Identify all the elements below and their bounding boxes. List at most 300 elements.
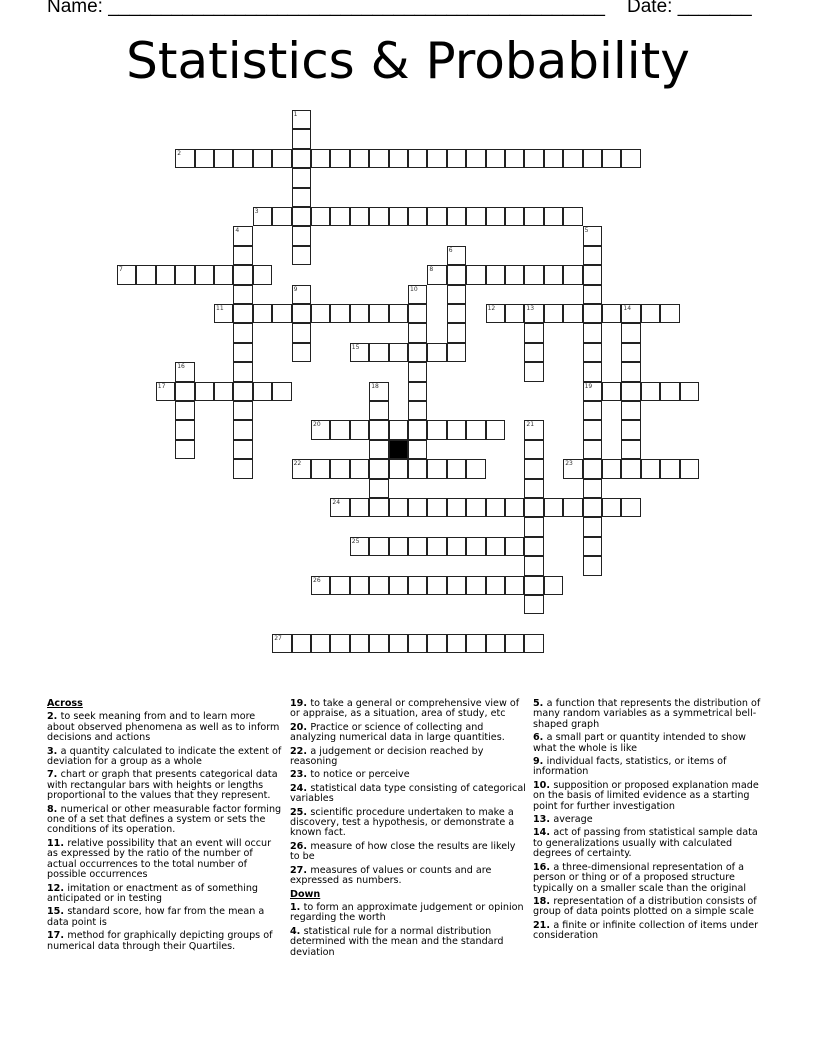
clues-column-1 — [47, 699, 283, 955]
grid-cell[interactable] — [350, 634, 369, 653]
grid-cell[interactable] — [350, 304, 369, 323]
clue-item: 24. statistical data type consisting of categorical variables — [290, 782, 526, 805]
grid-cell[interactable] — [621, 323, 640, 342]
grid-cell[interactable] — [350, 343, 369, 362]
grid-cell[interactable] — [466, 207, 485, 226]
grid-cell[interactable] — [524, 420, 543, 439]
grid-cell[interactable] — [524, 498, 543, 517]
grid-cell[interactable] — [292, 226, 311, 245]
grid-cell[interactable] — [311, 459, 330, 478]
grid-cell[interactable] — [253, 207, 272, 226]
grid-cell[interactable] — [621, 498, 640, 517]
grid-cell[interactable] — [311, 634, 330, 653]
grid-cell[interactable] — [641, 304, 660, 323]
grid-cell[interactable] — [563, 149, 582, 168]
grid-cell[interactable] — [233, 226, 252, 245]
grid-cell[interactable] — [311, 304, 330, 323]
grid-cell[interactable] — [660, 304, 679, 323]
clue-item: 23. to notice or perceive — [290, 769, 410, 781]
grid-cell[interactable] — [195, 149, 214, 168]
grid-cell[interactable] — [447, 459, 466, 478]
grid-cell[interactable] — [447, 149, 466, 168]
grid-cell[interactable] — [369, 207, 388, 226]
grid-cell[interactable] — [233, 440, 252, 459]
date-field-label[interactable]: Date: _______ — [627, 0, 752, 17]
grid-cell[interactable] — [292, 304, 311, 323]
grid-cell[interactable] — [369, 420, 388, 439]
clue-number: 1 — [293, 111, 298, 118]
clue-item: 14. act of passing from statistical sample data to generalizations usually with calculated degrees of certainty. — [533, 827, 758, 860]
grid-cell[interactable] — [563, 265, 582, 284]
clue-number: 14 — [623, 305, 632, 312]
grid-cell[interactable] — [233, 343, 252, 362]
grid-cell[interactable] — [330, 459, 349, 478]
clue-item: 27. measures of values or counts and are expressed as numbers. — [290, 864, 492, 887]
grid-cell[interactable] — [583, 246, 602, 265]
clue-number: 16 — [177, 363, 185, 371]
grid-cell[interactable] — [466, 576, 485, 595]
grid-cell[interactable] — [233, 362, 252, 381]
grid-cell[interactable] — [563, 207, 582, 226]
clue-number: 3 — [254, 208, 259, 215]
grid-cell[interactable] — [117, 265, 136, 284]
grid-cell[interactable] — [233, 246, 252, 265]
clue-number: 26 — [313, 576, 321, 584]
grid-cell[interactable] — [447, 265, 466, 284]
grid-cell[interactable] — [253, 382, 272, 401]
grid-cell[interactable] — [233, 323, 252, 342]
grid-cell[interactable] — [680, 459, 699, 478]
grid-cell[interactable] — [369, 479, 388, 498]
clue-item: 17. method for graphically depicting groups of numerical data through their Quartiles. — [47, 930, 273, 952]
clue-number: 20 — [313, 421, 321, 429]
clues-column-2 — [290, 699, 526, 961]
grid-cell[interactable] — [583, 343, 602, 362]
clue-number: 23 — [565, 460, 573, 468]
grid-cell[interactable] — [505, 304, 524, 323]
grid-cell[interactable] — [408, 362, 427, 381]
grid-cell[interactable] — [350, 207, 369, 226]
grid-cell[interactable] — [369, 440, 388, 459]
grid-cell[interactable] — [272, 304, 291, 323]
grid-cell[interactable] — [389, 537, 408, 556]
grid-cell[interactable] — [350, 498, 369, 517]
grid-cell[interactable] — [544, 498, 563, 517]
grid-cell[interactable] — [505, 498, 524, 517]
grid-cell[interactable] — [466, 498, 485, 517]
grid-cell[interactable] — [369, 382, 388, 401]
grid-cell[interactable] — [408, 498, 427, 517]
grid-cell[interactable] — [583, 401, 602, 420]
grid-cell[interactable] — [389, 576, 408, 595]
grid-cell[interactable] — [524, 634, 543, 653]
grid-cell[interactable] — [214, 149, 233, 168]
clue-item: 11. relative possibility that an event will occur as expressed by the ratio of the number of actual occurrences to the total number of possible occurrences — [47, 837, 272, 881]
grid-cell[interactable] — [447, 498, 466, 517]
grid-cell[interactable] — [524, 537, 543, 556]
grid-cell[interactable] — [350, 420, 369, 439]
grid-cell[interactable] — [621, 459, 640, 478]
grid-cell[interactable] — [369, 343, 388, 362]
grid-cell[interactable] — [447, 576, 466, 595]
grid-cell[interactable] — [292, 168, 311, 187]
grid-cell[interactable] — [583, 362, 602, 381]
grid-cell[interactable] — [544, 207, 563, 226]
grid-cell[interactable] — [292, 459, 311, 478]
grid-cell[interactable] — [233, 304, 252, 323]
grid-cell[interactable] — [330, 207, 349, 226]
clue-number: 4 — [235, 227, 240, 235]
clue-item: 20. Practice or science of collecting and analyzing numerical data in large quantities. — [290, 721, 505, 744]
grid-cell[interactable] — [427, 459, 446, 478]
grid-cell[interactable] — [583, 517, 602, 536]
grid-cell[interactable] — [505, 634, 524, 653]
grid-cell[interactable] — [330, 634, 349, 653]
grid-cell[interactable] — [466, 265, 485, 284]
grid-cell[interactable] — [272, 634, 291, 653]
grid-cell[interactable] — [427, 634, 446, 653]
grid-cell[interactable] — [253, 265, 272, 284]
grid-cell[interactable] — [486, 498, 505, 517]
grid-cell[interactable] — [660, 459, 679, 478]
clue-item: 21. a finite or infinite collection of items under consideration — [533, 919, 759, 942]
clue-item: 9. individual facts, statistics, or items of information — [533, 756, 727, 778]
grid-cell[interactable] — [602, 149, 621, 168]
grid-cell[interactable] — [486, 576, 505, 595]
grid-cell[interactable] — [330, 420, 349, 439]
grid-cell[interactable] — [214, 304, 233, 323]
grid-cell[interactable] — [583, 149, 602, 168]
clue-item: 5. a function that represents the distribution of many random variables as a symmetrical bell-shaped graph — [533, 698, 761, 730]
grid-cell[interactable] — [272, 207, 291, 226]
grid-cell[interactable] — [583, 498, 602, 517]
grid-cell[interactable] — [524, 304, 543, 323]
grid-cell[interactable] — [641, 382, 660, 401]
grid-cell[interactable] — [292, 110, 311, 129]
grid-cell[interactable] — [233, 382, 252, 401]
clue-item: 22. a judgement or decision reached by reasoning — [290, 745, 484, 768]
grid-cell[interactable] — [272, 149, 291, 168]
grid-cell[interactable] — [524, 576, 543, 595]
grid-cell[interactable] — [447, 207, 466, 226]
grid-cell[interactable] — [447, 634, 466, 653]
grid-cell[interactable] — [447, 246, 466, 265]
grid-cell[interactable] — [427, 498, 446, 517]
grid-cell[interactable] — [583, 479, 602, 498]
grid-cell[interactable] — [505, 537, 524, 556]
grid-cell[interactable] — [486, 420, 505, 439]
grid-cell[interactable] — [621, 401, 640, 420]
grid-cell[interactable] — [621, 420, 640, 439]
grid-cell[interactable] — [292, 343, 311, 362]
grid-cell[interactable] — [583, 440, 602, 459]
grid-cell[interactable] — [408, 207, 427, 226]
clue-number: 12 — [487, 305, 496, 312]
grid-cell[interactable] — [524, 362, 543, 381]
grid-cell[interactable] — [369, 304, 388, 323]
clue-number: 19 — [584, 382, 593, 390]
grid-cell[interactable] — [156, 265, 175, 284]
grid-cell[interactable] — [602, 459, 621, 478]
grid-cell[interactable] — [621, 382, 640, 401]
name-field-label[interactable]: Name: _______________________________________________ — [47, 0, 605, 17]
grid-cell[interactable] — [641, 459, 660, 478]
grid-cell[interactable] — [583, 382, 602, 401]
grid-cell[interactable] — [583, 556, 602, 575]
clue-item: 19. to take a general or comprehensive view of or appraise, as a situation, area of study, etc — [290, 698, 520, 720]
grid-cell[interactable] — [524, 265, 543, 284]
grid-cell[interactable] — [389, 498, 408, 517]
grid-cell[interactable] — [408, 149, 427, 168]
grid-cell[interactable] — [602, 382, 621, 401]
grid-cell[interactable] — [389, 207, 408, 226]
grid-cell[interactable] — [544, 149, 563, 168]
grid-cell[interactable] — [175, 362, 194, 381]
grid-cell[interactable] — [505, 576, 524, 595]
grid-cell[interactable] — [408, 440, 427, 459]
grid-cell[interactable] — [447, 285, 466, 304]
grid-cell[interactable] — [175, 382, 194, 401]
grid-cell[interactable] — [621, 304, 640, 323]
grid-cell[interactable] — [311, 149, 330, 168]
grid-cell[interactable] — [389, 149, 408, 168]
grid-cell[interactable] — [350, 459, 369, 478]
grid-cell[interactable] — [602, 304, 621, 323]
grid-cell[interactable] — [156, 382, 175, 401]
grid-cell[interactable] — [369, 149, 388, 168]
grid-cell[interactable] — [583, 323, 602, 342]
clue-item: 13. average — [533, 814, 593, 826]
grid-cell[interactable] — [350, 576, 369, 595]
grid-cell[interactable] — [253, 149, 272, 168]
grid-cell[interactable] — [233, 149, 252, 168]
grid-cell[interactable] — [583, 285, 602, 304]
clue-number: 10 — [410, 285, 418, 293]
grid-cell[interactable] — [524, 595, 543, 614]
grid-cell[interactable] — [563, 459, 582, 478]
grid-cell[interactable] — [389, 304, 408, 323]
grid-cell[interactable] — [466, 420, 485, 439]
grid-cell[interactable] — [330, 304, 349, 323]
grid-cell[interactable] — [583, 265, 602, 284]
grid-cell[interactable] — [175, 149, 194, 168]
clue-number: 8 — [429, 266, 434, 274]
clue-number: 25 — [351, 537, 360, 545]
grid-cell[interactable] — [408, 576, 427, 595]
grid-cell[interactable] — [621, 343, 640, 362]
clue-item: 7. chart or graph that presents categorical data with rectangular bars with heights or lengths proportional to the values that they represent. — [47, 769, 278, 802]
grid-cell[interactable] — [389, 634, 408, 653]
grid-cell[interactable] — [292, 188, 311, 207]
grid-cell[interactable] — [544, 265, 563, 284]
grid-cell[interactable] — [621, 440, 640, 459]
grid-cell[interactable] — [369, 537, 388, 556]
grid-cell[interactable] — [447, 343, 466, 362]
grid-cell[interactable] — [389, 459, 408, 478]
grid-cell[interactable] — [486, 634, 505, 653]
grid-cell[interactable] — [505, 149, 524, 168]
grid-cell[interactable] — [311, 207, 330, 226]
grid-cell[interactable] — [447, 323, 466, 342]
grid-cell[interactable] — [427, 207, 446, 226]
grid-cell[interactable] — [583, 226, 602, 245]
grid-cell[interactable] — [583, 537, 602, 556]
grid-cell[interactable] — [427, 537, 446, 556]
down-heading: Down — [290, 888, 321, 900]
grid-cell[interactable] — [466, 459, 485, 478]
grid-cell[interactable] — [466, 537, 485, 556]
grid-cell[interactable] — [427, 343, 446, 362]
clue-item: 12. imitation or enactment as of something anticipated or in testing — [47, 882, 259, 904]
grid-cell[interactable] — [524, 459, 543, 478]
grid-cell[interactable] — [233, 401, 252, 420]
grid-cell[interactable] — [195, 265, 214, 284]
grid-cell[interactable] — [330, 149, 349, 168]
grid-cell[interactable] — [350, 149, 369, 168]
grid-cell[interactable] — [311, 576, 330, 595]
grid-cell[interactable] — [369, 634, 388, 653]
clue-number: 5 — [584, 227, 589, 235]
clue-number: 13 — [526, 305, 535, 312]
grid-cell[interactable] — [408, 634, 427, 653]
grid-cell[interactable] — [175, 440, 194, 459]
grid-cell[interactable] — [408, 343, 427, 362]
grid-cell[interactable] — [292, 207, 311, 226]
grid-cell[interactable] — [583, 420, 602, 439]
grid-cell[interactable] — [292, 323, 311, 342]
clue-number: 11 — [216, 305, 224, 312]
grid-cell[interactable] — [680, 382, 699, 401]
grid-cell[interactable] — [660, 382, 679, 401]
clue-item: 4. statistical rule for a normal distribution determined with the mean and the standard deviation — [290, 925, 504, 958]
grid-cell[interactable] — [524, 479, 543, 498]
grid-cell[interactable] — [408, 285, 427, 304]
grid-cell[interactable] — [524, 343, 543, 362]
grid-cell[interactable] — [427, 576, 446, 595]
grid-cell[interactable] — [389, 343, 408, 362]
grid-cell[interactable] — [621, 362, 640, 381]
grid-cell[interactable] — [408, 323, 427, 342]
clue-item: 15. standard score, how far from the mean a data point is — [47, 906, 265, 928]
grid-cell[interactable] — [175, 401, 194, 420]
grid-cell[interactable] — [427, 265, 446, 284]
grid-cell[interactable] — [524, 440, 543, 459]
grid-cell[interactable] — [253, 304, 272, 323]
grid-cell[interactable] — [486, 265, 505, 284]
grid-cell[interactable] — [389, 420, 408, 439]
grid-cell[interactable] — [292, 129, 311, 148]
clue-number: 17 — [157, 382, 166, 390]
grid-cell[interactable] — [369, 459, 388, 478]
grid-cell[interactable] — [544, 576, 563, 595]
grid-cell[interactable] — [272, 382, 291, 401]
grid-cell[interactable] — [136, 265, 155, 284]
grid-cell[interactable] — [524, 517, 543, 536]
grid-cell[interactable] — [233, 420, 252, 439]
grid-cell[interactable] — [447, 304, 466, 323]
grid-cell[interactable] — [292, 634, 311, 653]
grid-cell[interactable] — [330, 576, 349, 595]
clue-item: 2. to seek meaning from and to learn more about observed phenomena as well as to inform decisions and actions — [47, 711, 280, 744]
grid-cell[interactable] — [233, 265, 252, 284]
grid-cell[interactable] — [408, 382, 427, 401]
grid-cell[interactable] — [563, 304, 582, 323]
grid-cell[interactable] — [233, 285, 252, 304]
grid-cell[interactable] — [524, 207, 543, 226]
grid-cell[interactable] — [544, 304, 563, 323]
grid-cell[interactable] — [292, 149, 311, 168]
clue-item: 1. to form an approximate judgement or opinion regarding the worth — [290, 901, 524, 924]
clue-number: 21 — [526, 421, 535, 429]
grid-cell[interactable] — [466, 634, 485, 653]
grid-cell[interactable] — [486, 207, 505, 226]
grid-cell[interactable] — [447, 537, 466, 556]
grid-cell[interactable] — [369, 576, 388, 595]
clue-number: 18 — [371, 382, 379, 390]
grid-cell[interactable] — [427, 149, 446, 168]
grid-cell[interactable] — [233, 459, 252, 478]
clue-number: 22 — [293, 460, 302, 468]
grid-cell[interactable] — [447, 420, 466, 439]
grid-cell[interactable] — [486, 537, 505, 556]
page-title: Statistics & Probability — [126, 32, 690, 90]
grid-cell[interactable] — [563, 498, 582, 517]
grid-cell[interactable] — [369, 498, 388, 517]
grid-cell[interactable] — [583, 459, 602, 478]
grid-cell[interactable] — [214, 382, 233, 401]
grid-cell[interactable] — [292, 285, 311, 304]
grid-cell[interactable] — [175, 265, 194, 284]
clue-number: 2 — [177, 149, 182, 157]
clue-item: 26. measure of how close the results are likely to be — [290, 840, 516, 863]
grid-cell[interactable] — [505, 265, 524, 284]
grid-cell[interactable] — [466, 149, 485, 168]
grid-cell[interactable] — [175, 420, 194, 439]
grid-cell[interactable] — [214, 265, 233, 284]
grid-cell[interactable] — [369, 401, 388, 420]
grid-cell[interactable] — [292, 246, 311, 265]
clue-number: 9 — [293, 285, 298, 293]
grid-cell[interactable] — [583, 304, 602, 323]
grid-cell[interactable] — [602, 498, 621, 517]
grid-cell[interactable] — [408, 401, 427, 420]
clue-item: 8. numerical or other measurable factor forming one of a set that defines a system or sets the conditions of its operation. — [47, 803, 282, 836]
clue-number: 7 — [119, 266, 123, 274]
grid-cell[interactable] — [311, 420, 330, 439]
grid-cell[interactable] — [408, 537, 427, 556]
clue-number: 6 — [448, 246, 453, 254]
grid-cell[interactable] — [505, 207, 524, 226]
grid-cell[interactable] — [621, 149, 640, 168]
grid-cell[interactable] — [427, 420, 446, 439]
clue-item: 6. a small part or quantity intended to show what the whole is like — [533, 732, 746, 754]
grid-cell[interactable] — [408, 420, 427, 439]
clue-item: 18. representation of a distribution consists of group of data points plotted on a simple scale — [533, 895, 757, 918]
grid-cell[interactable] — [330, 498, 349, 517]
grid-cell[interactable] — [408, 304, 427, 323]
grid-cell[interactable] — [408, 459, 427, 478]
grid-cell[interactable] — [524, 323, 543, 342]
grid-cell[interactable] — [486, 149, 505, 168]
grid-cell[interactable] — [524, 149, 543, 168]
clue-item: 16. a three-dimensional representation of a person or thing or of a proposed structure typically on a smaller scale than the original — [533, 861, 747, 894]
clue-item: 10. supposition or proposed explanation made on the basis of limited evidence as a starting point for further investigation — [533, 779, 759, 812]
grid-cell[interactable] — [486, 304, 505, 323]
grid-cell[interactable] — [195, 382, 214, 401]
across-heading: Across — [47, 698, 83, 709]
grid-cell[interactable] — [524, 556, 543, 575]
grid-cell[interactable] — [350, 537, 369, 556]
